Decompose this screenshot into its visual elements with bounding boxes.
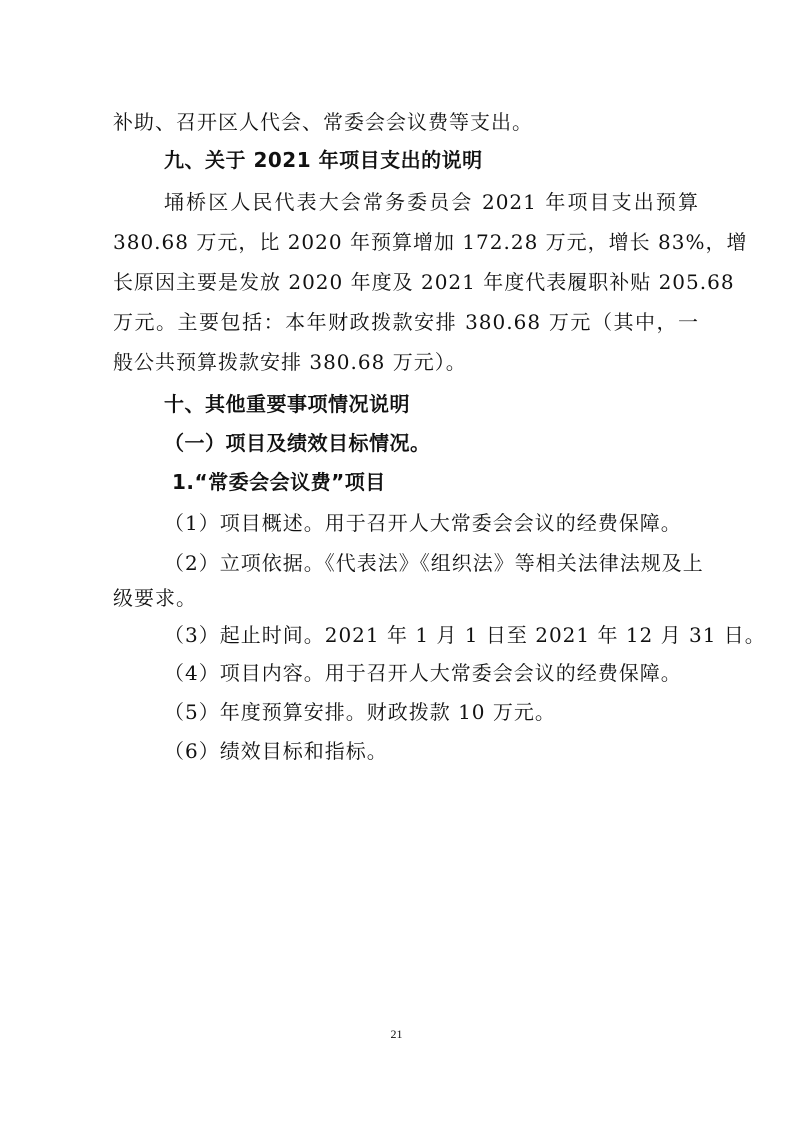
text-line-item-4: （4）项目内容。用于召开人大常委会会议的经费保障。 <box>164 661 682 685</box>
text-line-7: 般公共预算拨款安排 380.68 万元）。 <box>113 350 467 374</box>
text-line-3: 埇桥区人民代表大会常务委员会 2021 年项目支出预算 <box>164 190 699 214</box>
text-line-6: 万元。主要包括：本年财政拨款安排 380.68 万元（其中，一 <box>113 310 699 334</box>
text-line-4: 380.68 万元，比 2020 年预算增加 172.28 万元，增长 83%，增 <box>113 230 748 254</box>
text-line-item-3: （3）起止时间。2021 年 1 月 1 日至 2021 年 12 月 31 日。 <box>164 623 766 647</box>
subsection-heading-1: （一）项目及绩效目标情况。 <box>164 431 431 455</box>
text-line-item-1: （1）项目概述。用于召开人大常委会会议的经费保障。 <box>164 511 682 535</box>
text-line-1: 补助、召开区人代会、常委会会议费等支出。 <box>113 110 533 134</box>
section-heading-9: 九、关于 2021 年项目支出的说明 <box>164 148 483 172</box>
section-heading-10: 十、其他重要事项情况说明 <box>164 392 410 416</box>
text-line-item-2: （2）立项依据。《代表法》《组织法》等相关法律法规及上 <box>164 551 704 575</box>
text-line-item-5: （5）年度预算安排。财政拨款 10 万元。 <box>164 700 556 724</box>
text-line-5: 长原因主要是发放 2020 年度及 2021 年度代表履职补贴 205.68 <box>113 270 735 294</box>
item-heading-1: 1.“常委会会议费”项目 <box>172 470 386 494</box>
page-number: 21 <box>390 1027 403 1041</box>
text-line-item-2-cont: 级要求。 <box>113 586 197 610</box>
text-line-item-6: （6）绩效目标和指标。 <box>164 739 388 763</box>
